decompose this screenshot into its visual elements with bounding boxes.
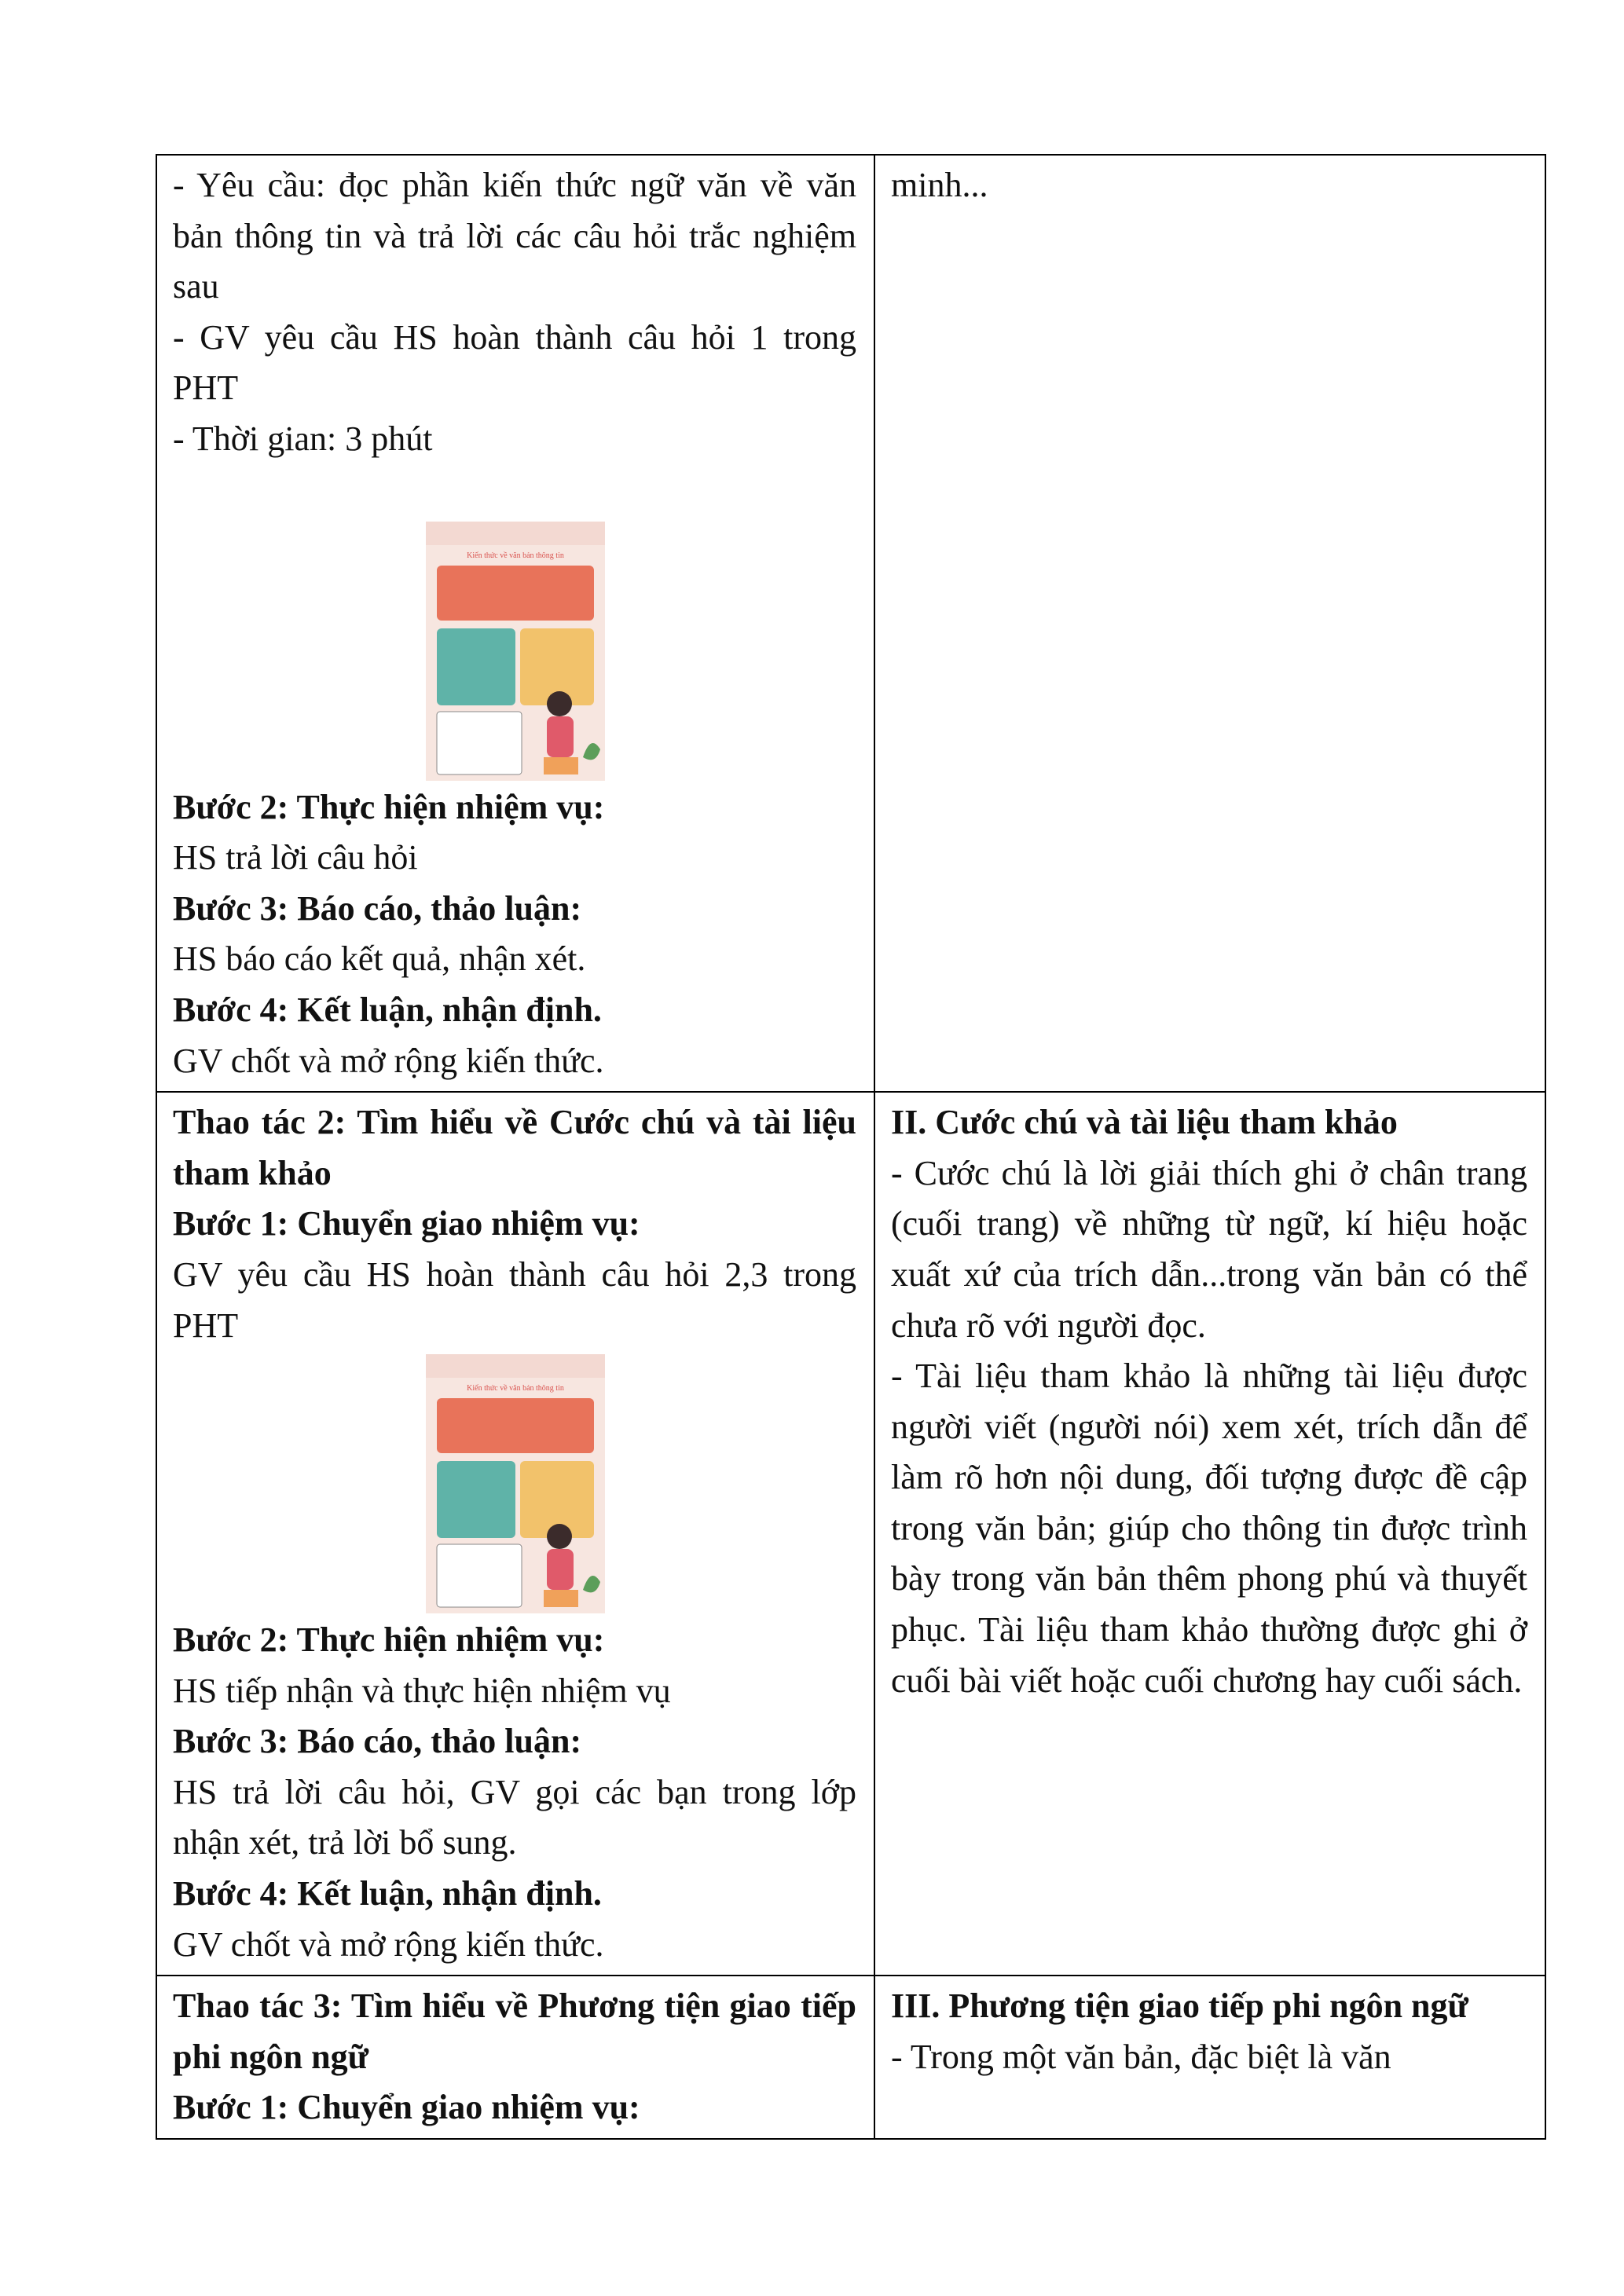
- table-row: [156, 1976, 1545, 2139]
- step-3-heading: Bước 3: Báo cáo, thảo luận:: [173, 1722, 582, 1761]
- continued-text: minh...: [891, 166, 988, 204]
- section-heading: II. Cước chú và tài liệu tham khảo: [891, 1103, 1398, 1142]
- worksheet-image: [426, 522, 605, 781]
- worksheet-image: [426, 1354, 605, 1613]
- task-time: - Thời gian: 3 phút: [173, 419, 433, 458]
- step-1-heading: Bước 1: Chuyển giao nhiệm vụ:: [173, 2088, 640, 2127]
- knowledge-cell: [874, 1092, 1545, 1976]
- step-1-text: GV yêu cầu HS hoàn thành câu hỏi 2,3 trong PHT: [173, 1254, 856, 1345]
- step-2-text: HS tiếp nhận và thực hiện nhiệm vụ: [173, 1671, 671, 1710]
- step-2-heading: Bước 2: Thực hiện nhiệm vụ:: [173, 787, 605, 826]
- activity-cell: [156, 1092, 874, 1976]
- step-2-heading: Bước 2: Thực hiện nhiệm vụ:: [173, 1620, 605, 1660]
- reference-definition: - Tài liệu tham khảo là những tài liệu được người viết (người nói) xem xét, trích dẫn để làm rõ hơn nội dung, đối tượng được đề cập trong văn bản; giúp cho thông tin được trình bày trong văn bản thêm phong phú và thuyết phục. Tài liệu tham khảo thường được ghi ở cuối bài viết hoặc cuối chương hay cuối sách.: [891, 1357, 1527, 1700]
- activity-cell: [156, 155, 874, 1092]
- step-4-text: GV chốt và mở rộng kiến thức.: [173, 1041, 604, 1080]
- step-3-text: HS báo cáo kết quả, nhận xét.: [173, 939, 586, 979]
- worksheet-illustration: [426, 522, 605, 781]
- task-requirement: - Yêu cầu: đọc phần kiến thức ngữ văn về văn bản thông tin và trả lời các câu hỏi trắc nghiệm sau: [173, 166, 856, 306]
- lesson-plan-table: [156, 154, 1546, 2140]
- knowledge-cell: [874, 1976, 1545, 2139]
- worksheet-title: Kiến thức về văn bản thông tin: [467, 551, 564, 560]
- footnote-definition: - Cước chú là lời giải thích ghi ở chân trang (cuối trang) về những từ ngữ, kí hiệu hoặc xuất xứ của trích dẫn...trong văn bản có thể chưa rõ với người đọc.: [891, 1153, 1527, 1345]
- worksheet-illustration: [426, 1354, 605, 1613]
- table-row: [156, 155, 1545, 1092]
- step-4-heading: Bước 4: Kết luận, nhận định.: [173, 1874, 602, 1913]
- step-3-heading: Bước 3: Báo cáo, thảo luận:: [173, 888, 582, 928]
- knowledge-cell: [874, 155, 1545, 1092]
- step-4-heading: Bước 4: Kết luận, nhận định.: [173, 990, 602, 1029]
- task-instruction: - GV yêu cầu HS hoàn thành câu hỏi 1 trong PHT: [173, 317, 856, 408]
- task-heading: Thao tác 3: Tìm hiểu về Phương tiện giao tiếp phi ngôn ngữ: [173, 1987, 856, 2076]
- worksheet-title: Kiến thức về văn bản thông tin: [467, 1384, 564, 1393]
- step-4-text: GV chốt và mở rộng kiến thức.: [173, 1924, 604, 1964]
- step-1-heading: Bước 1: Chuyển giao nhiệm vụ:: [173, 1204, 640, 1243]
- section-text: - Trong một văn bản, đặc biệt là văn: [891, 2037, 1391, 2076]
- activity-cell: [156, 1976, 874, 2139]
- step-2-text: HS trả lời câu hỏi: [173, 838, 418, 877]
- step-3-text: HS trả lời câu hỏi, GV gọi các bạn trong lớp nhận xét, trả lời bổ sung.: [173, 1772, 856, 1862]
- section-heading: III. Phương tiện giao tiếp phi ngôn ngữ: [891, 1987, 1468, 2026]
- task-heading: Thao tác 2: Tìm hiểu về Cước chú và tài liệu tham khảo: [173, 1103, 856, 1192]
- table-row: [156, 1092, 1545, 1976]
